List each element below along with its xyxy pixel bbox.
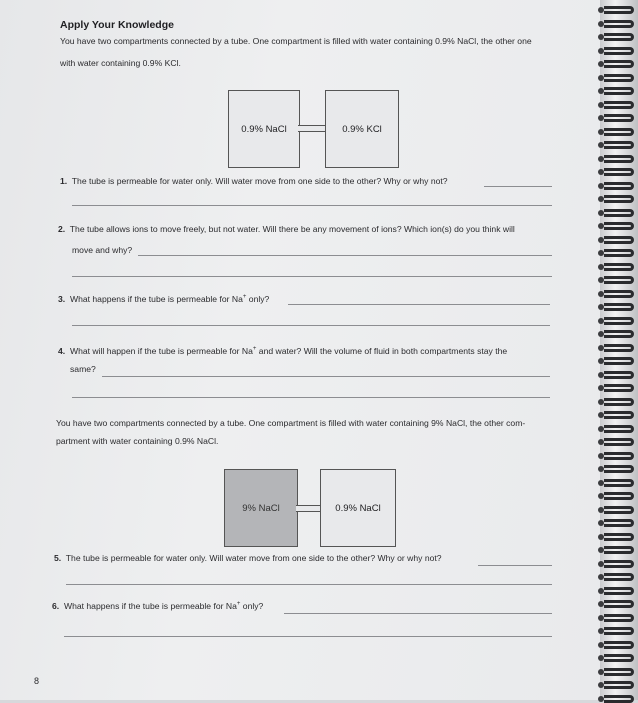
binding-ring	[604, 141, 634, 149]
answer-line[interactable]	[72, 205, 552, 206]
binding-ring	[604, 263, 634, 271]
binding-ring	[604, 479, 634, 487]
answer-line[interactable]	[478, 565, 552, 566]
binding-ring	[604, 614, 634, 622]
binding-ring	[604, 560, 634, 568]
binding-ring	[604, 371, 634, 379]
binding-ring	[604, 222, 634, 230]
intro2-line2: partment with water containing 0.9% NaCl.	[56, 436, 219, 446]
compartment-left-label: 9% NaCl	[242, 502, 280, 514]
binding-ring	[604, 465, 634, 473]
binding-ring	[604, 681, 634, 689]
answer-line[interactable]	[72, 397, 550, 398]
compartment-left-label: 0.9% NaCl	[241, 123, 287, 135]
binding-ring	[604, 627, 634, 635]
binding-ring	[604, 47, 634, 55]
binding-ring	[604, 87, 634, 95]
binding-ring	[604, 60, 634, 68]
binding-ring	[604, 519, 634, 527]
compartment-right-09-nacl	[320, 469, 396, 547]
intro1-line1: You have two compartments connected by a tube. One compartment is filled with water containing 0.9% NaCl, the other one	[60, 36, 532, 46]
binding-ring	[604, 344, 634, 352]
binding-ring	[604, 114, 634, 122]
compartment-right-label: 0.9% KCl	[342, 123, 382, 135]
binding-ring	[604, 276, 634, 284]
answer-line[interactable]	[484, 186, 552, 187]
question-6: 6. What happens if the tube is permeable for Na+ only?	[52, 601, 264, 611]
binding-ring	[604, 668, 634, 676]
connecting-tube	[296, 505, 320, 512]
binding-ring	[604, 249, 634, 257]
binding-ring	[604, 236, 634, 244]
question-3: 3. What happens if the tube is permeable for Na+ only?	[58, 294, 270, 304]
answer-line[interactable]	[66, 584, 552, 585]
question-2: 2. The tube allows ions to move freely, but not water. Will there be any movement of ions? Which ion(s) do you think will	[58, 224, 515, 234]
intro2-line1: You have two compartments connected by a tube. One compartment is filled with water containing 9% NaCl, the other com-	[56, 418, 526, 428]
connecting-tube	[298, 125, 325, 132]
binding-ring	[604, 290, 634, 298]
binding-ring	[604, 438, 634, 446]
binding-ring	[604, 128, 634, 136]
binding-ring	[604, 695, 634, 703]
binding-ring	[604, 155, 634, 163]
question-4-line2: same?	[70, 364, 96, 374]
binding-ring	[604, 20, 634, 28]
page-number: 8	[34, 676, 40, 686]
binding-ring	[604, 573, 634, 581]
answer-line[interactable]	[138, 255, 552, 256]
binding-ring	[604, 330, 634, 338]
binding-ring	[604, 533, 634, 541]
compartment-right-kcl	[325, 90, 399, 168]
binding-ring	[604, 600, 634, 608]
answer-line[interactable]	[284, 613, 552, 614]
binding-ring	[604, 357, 634, 365]
binding-ring	[604, 168, 634, 176]
binding-ring	[604, 384, 634, 392]
question-4: 4. What will happen if the tube is permeable for Na+ and water? Will the volume of fluid in both compartments stay the	[58, 346, 508, 356]
compartment-right-label: 0.9% NaCl	[335, 502, 381, 514]
answer-line[interactable]	[72, 276, 552, 277]
binding-ring	[604, 6, 634, 14]
binding-ring	[604, 195, 634, 203]
binding-ring	[604, 411, 634, 419]
binding-ring	[604, 209, 634, 217]
binding-ring	[604, 452, 634, 460]
binding-ring	[604, 546, 634, 554]
binding-ring	[604, 398, 634, 406]
section-heading: Apply Your Knowledge	[60, 19, 174, 31]
binding-ring	[604, 74, 634, 82]
answer-line[interactable]	[288, 304, 550, 305]
binding-ring	[604, 587, 634, 595]
binding-ring	[604, 641, 634, 649]
binding-ring	[604, 303, 634, 311]
answer-line[interactable]	[72, 325, 550, 326]
binding-ring	[604, 33, 634, 41]
intro1-line2: with water containing 0.9% KCl.	[60, 58, 181, 68]
binding-ring	[604, 425, 634, 433]
question-5: 5. The tube is permeable for water only. Will water move from one side to the other? Why or why not?	[54, 553, 442, 563]
binding-ring	[604, 182, 634, 190]
compartment-left-nacl	[228, 90, 300, 168]
binding-ring	[604, 101, 634, 109]
question-1: 1. The tube is permeable for water only. Will water move from one side to the other? Why or why not?	[60, 176, 448, 186]
answer-line[interactable]	[64, 636, 552, 637]
answer-line[interactable]	[102, 376, 550, 377]
binding-ring	[604, 492, 634, 500]
binding-ring	[604, 506, 634, 514]
question-2-line2: move and why?	[72, 245, 133, 255]
compartment-left-9-nacl	[224, 469, 298, 547]
binding-ring	[604, 317, 634, 325]
binding-ring	[604, 654, 634, 662]
